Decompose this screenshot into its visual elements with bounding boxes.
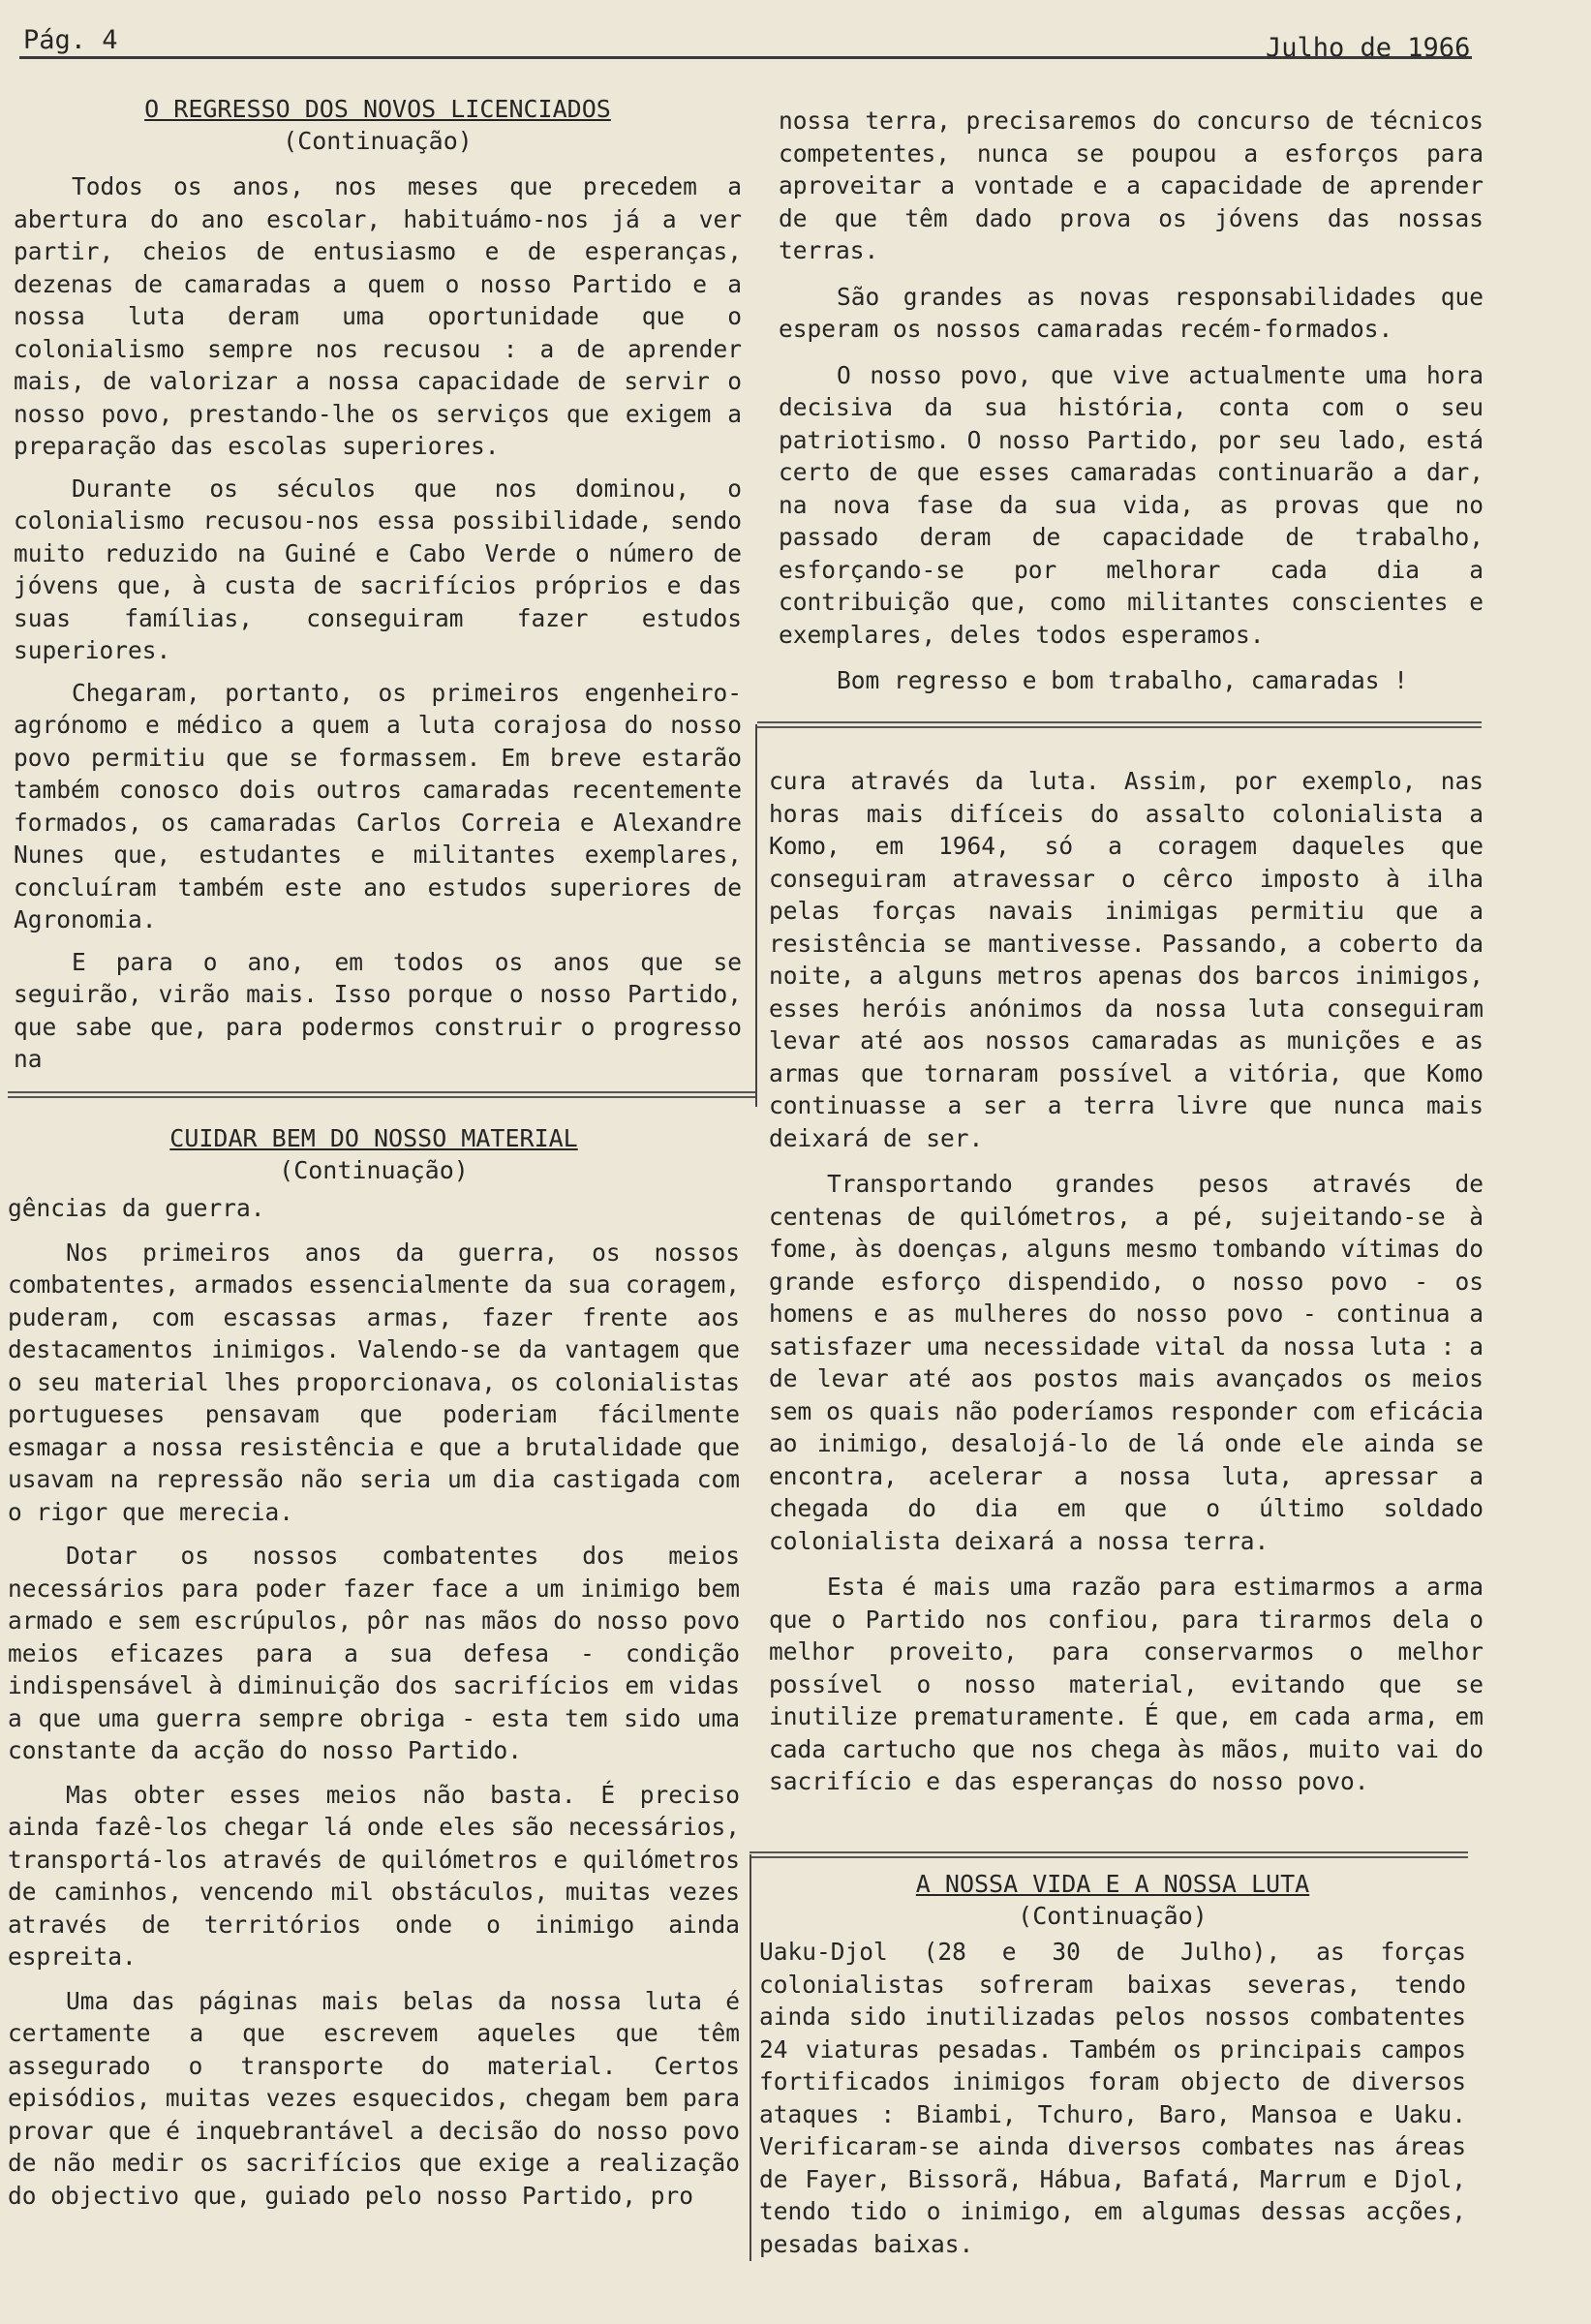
article-material-right [769,765,1484,1798]
header-rule [19,56,1472,59]
paragraph: Chegaram, portanto, os primeiros engenheiro-agrónomo e médico a quem a luta corajosa do nosso povo permitiu que se formassem. Em breve estarão também conosco dois outros camaradas recentemente formados, os camaradas Carlos Correia e Alexandre Nunes que, estudantes e militantes exemplares, concluíram também este ano estudos superiores de Agronomia. [14,678,742,933]
paragraph: Nos primeiros anos da guerra, os nossos combatentes, armados essencialmente da sua coragem, puderam, com escassas armas, fazer frente aos destacamentos inimigos. Valendo-se da vantagem que o seu material lhes proporcionava, os colonialistas portugueses pensavam que poderiam fácilmente esmagar a nossa resistência e que a brutalidade que usavam na repressão não seria um dia castigada com o rigor que merecia. [8,1238,740,1526]
article-title [759,1868,1466,1932]
article-subheading: (Continuação) [279,1156,469,1184]
article-vida-luta [759,1868,1466,2260]
paragraph: gências da guerra. [8,1194,265,1222]
page-number: Pág. 4 [23,25,118,55]
article-title [8,1122,740,1186]
paragraph: Mas obter esses meios não basta. É preciso ainda fazê-los chegar lá onde eles são necessários, transportá-los através de quilómetros e quilómetros de caminhos, vencendo mil obstáculos, muitas vezes através de territórios onde o inimigo ainda espreita. [8,1780,740,1971]
article-heading: CUIDAR BEM DO NOSSO MATERIAL [169,1124,578,1152]
article-subheading: (Continuação) [283,127,473,155]
paragraph: nossa terra, precisaremos do concurso de técnicos competentes, nunca se poupou a esforços para aproveitar a vontade e a capacidade de aprender de que têm dado prova os jóvens das nossas terras. [779,107,1484,264]
divider-rule [750,1851,1468,1858]
paragraph: São grandes as novas responsabilidades que esperam os nossos camaradas recém-formados. [779,282,1484,343]
divider-rule [757,721,1482,728]
article-regresso-left [14,93,742,1076]
paragraph: O nosso povo, que vive actualmente uma hora decisiva da sua história, conta com o seu patriotismo. O nosso Partido, por seu lado, está certo de que esses camaradas continuarão a dar, na nova fase da sua vida, as provas que no passado deram de capacidade de trabalho, esforçando-se por melhorar cada dia a contribuição que, como militantes conscientes e exemplares, deles todos esperamos. [779,360,1484,649]
article-regresso-right [779,105,1484,697]
paragraph: Dotar os nossos combatentes dos meios necessários para poder fazer face a um inimigo bem armado e sem escrúpulos, pôr nas mãos do nosso povo meios eficazes para a sua defesa - condição indispensável à diminuição dos sacrifícios em vidas a que uma guerra sempre obriga - esta tem sido uma constante da acção do nosso Partido. [8,1542,740,1764]
article-title [14,93,742,157]
paragraph: Transportando grandes pesos através de centenas de quilómetros, a pé, sujeitando-se à fome, às doenças, alguns mesmo tombando vítimas do grande esforço dispendido, o nosso povo - os homens e as mulheres do nosso povo - continua a satisfazer uma necessidade vital da nossa luta : a de levar até aos postos mais avançados os meios sem os quais não poderíamos responder com eficácia ao inimigo, desalojá-lo de lá onde ele ainda se encontra, acelerar a nossa luta, apressar a chegada do dia em que o último soldado colonialista deixará a nossa terra. [769,1170,1484,1555]
article-material-left [8,1122,740,2212]
paragraph: E para o ano, em todos os anos que se seguirão, virão mais. Isso porque o nosso Partido, que sabe que, para podermos construir o progresso na [14,947,742,1073]
issue-date: Julho de 1966 [1266,33,1471,63]
article-subheading: (Continuação) [1018,1902,1208,1930]
paragraph: Todos os anos, nos meses que precedem a abertura do ano escolar, habituámo-nos já a ver partir, cheios de entusiasmo e de esperanças, dezenas de camaradas a quem o nosso Partido e a nossa luta deram uma oportunidade que o colonialismo sempre nos recusou : a de aprender mais, de valorizar a nossa capacidade de servir o nosso povo, prestando-lhe os serviços que exigem a preparação das escolas superiores. [14,172,742,460]
paragraph: Uaku-Djol (28 e 30 de Julho), as forças colonialistas sofreram baixas severas, tendo ainda sido inutilizadas pelos nossos combatentes 24 viaturas pesadas. Também os principais campos fortificados inimigos foram objecto de diversos ataques : Biambi, Tchuro, Baro, Mansoa e Uaku. Verificaram-se ainda diversos combates nas áreas de Fayer, Bissorã, Hábua, Bafatá, Marrum e Djol, tendo tido o inimigo, em algumas dessas acções, pesadas baixas. [759,1938,1466,2258]
paragraph: Uma das páginas mais belas da nossa luta é certamente a que escrevem aqueles que têm assegurado o transporte do material. Certos episódios, muitas vezes esquecidos, chegam bem para provar que é inquebrantável a decisão do nosso povo de não medir os sacrifícios que exige a realização do objectivo que, guiado pelo nosso Partido, pro [8,1986,740,2210]
paragraph: Bom regresso e bom trabalho, camaradas ! [837,666,1409,694]
article-heading: A NOSSA VIDA E A NOSSA LUTA [915,1870,1310,1898]
divider-rule [8,1091,755,1098]
paragraph: Durante os séculos que nos dominou, o colonialismo recusou-nos essa possibilidade, sendo muito reduzido na Guiné e Cabo Verde o número de jóvens que, à custa de sacrifícios próprios e das suas famílias, conseguiram fazer estudos superiores. [14,474,742,664]
column-rule [755,724,757,1107]
article-heading: O REGRESSO DOS NOVOS LICENCIADOS [144,95,611,123]
paragraph: cura através da luta. Assim, por exemplo, nas horas mais difíceis do assalto colonialista a Komo, em 1964, só a coragem daqueles que conseguiram atravessar o cêrco imposto à ilha pelas forças navais inimigas permitiu que a resistência se mantivesse. Passando, a coberto da noite, a alguns metros apenas dos barcos inimigos, esses heróis anónimos da nossa luta conseguiram levar até aos nossos camaradas as munições e as armas que tornaram possível a vitória, que Komo continuasse a ser a terra livre que nunca mais deixará de ser. [769,767,1484,1152]
paragraph: Esta é mais uma razão para estimarmos a arma que o Partido nos confiou, para tirarmos dela o melhor proveito, para conservarmos o melhor possível o nosso material, evitando que se inutilize prematuramente. É que, em cada arma, em cada cartucho que nos chega às mãos, muito vai do sacrifício e das esperanças do nosso povo. [769,1573,1484,1795]
column-rule [750,1854,751,2261]
